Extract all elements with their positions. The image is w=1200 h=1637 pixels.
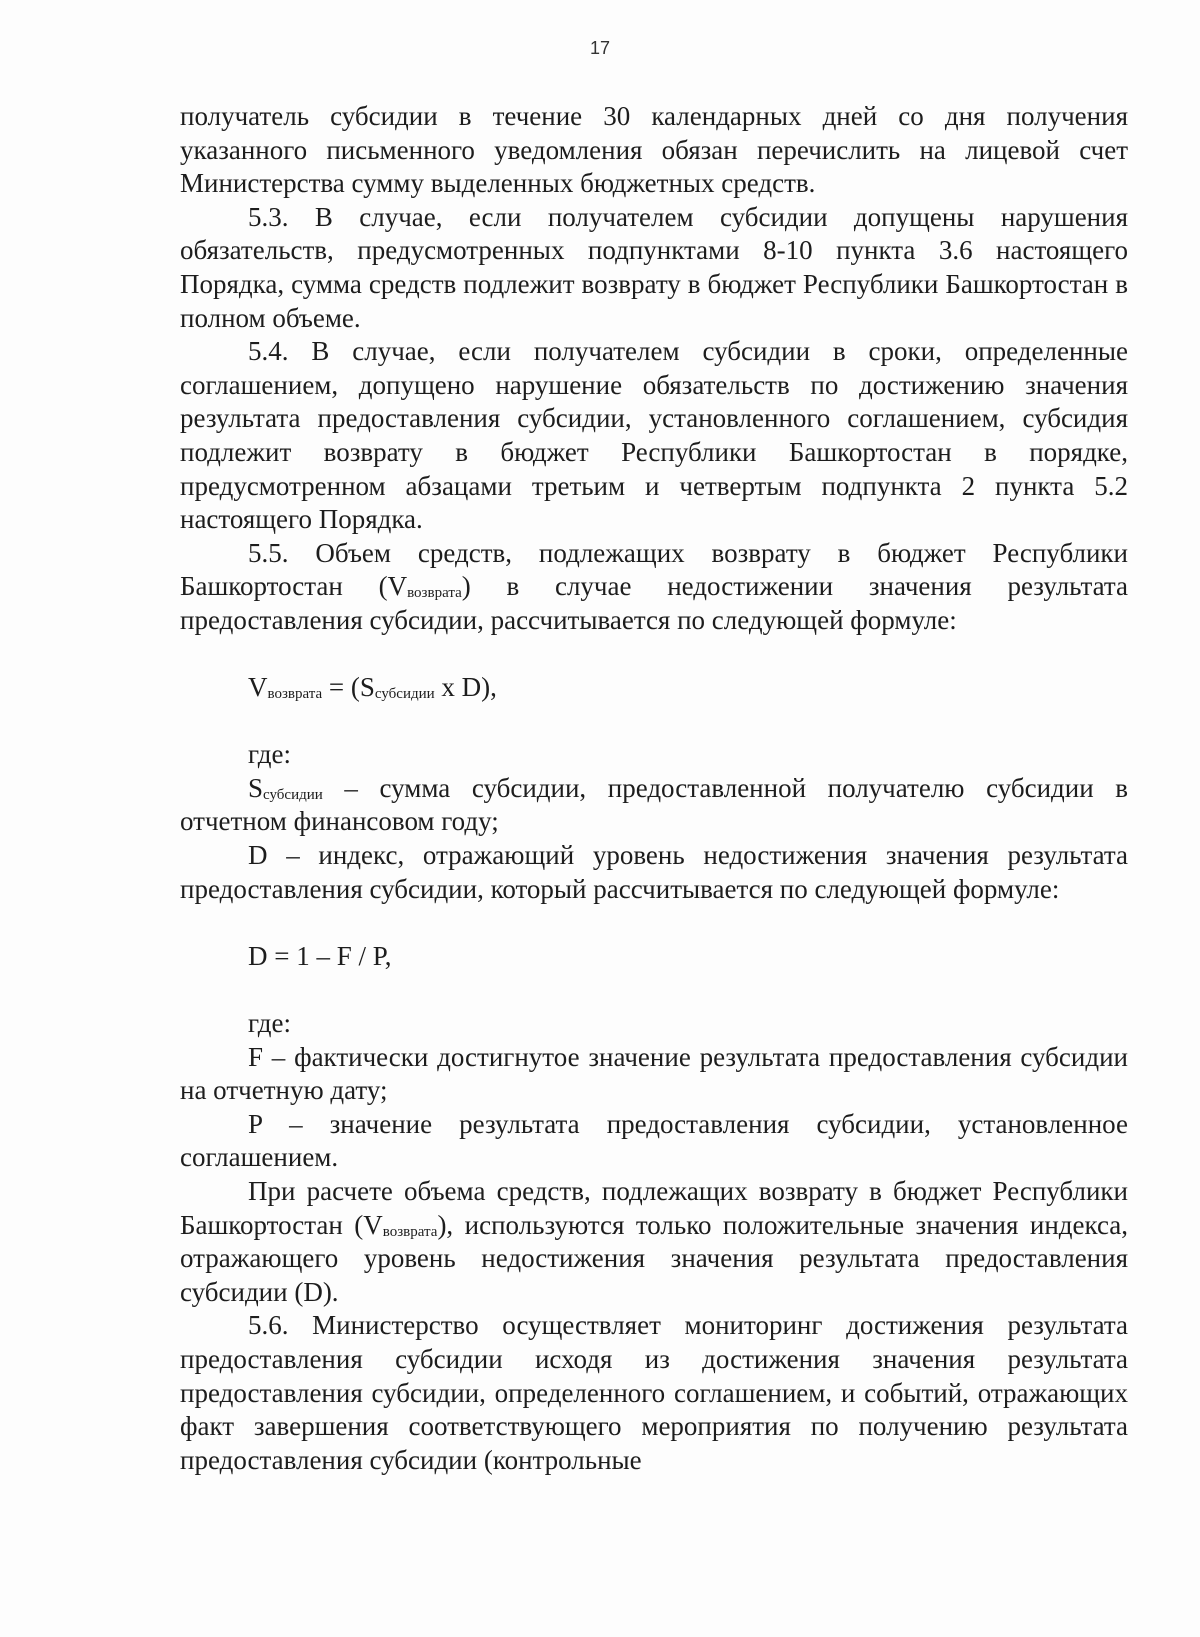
paragraph-calculation	[180, 1175, 1128, 1309]
where-label-1: где:	[248, 739, 291, 770]
spacer	[180, 906, 1128, 940]
paragraph-5-5-part-a: 5.5. Объем средств, подлежащих возврату в бюджет Республики Башкортостан (V	[180, 537, 1128, 602]
definition-s-symbol: S	[248, 772, 264, 803]
definition-s-text: – сумма субсидии, предоставленной получателю субсидии в отчетном финансовом году;	[180, 772, 1128, 837]
formula-d: D = 1 – F / P,	[248, 940, 392, 971]
formula-v: V	[248, 672, 268, 703]
paragraph-calculation-part-b: ), используются только положительные значения индекса, отражающего уровень недостижения значения результата предоставления субсидии (D).	[180, 1209, 1128, 1307]
page-number: 17	[589, 38, 611, 58]
spacer	[180, 705, 1128, 739]
paragraph-5-5-part-b: ) в случае недостижении значения результата предоставления субсидии, рассчитывается по следующей формуле:	[180, 571, 1128, 635]
definition-f: F – фактически достигнутое значение результата предоставления субсидии на отчетную дату;	[180, 1041, 1128, 1106]
definition-p: P – значение результата предоставления субсидии, установленное соглашением.	[180, 1108, 1128, 1173]
subscript-vozvrata: возврата	[407, 585, 462, 602]
formula-v-return	[180, 671, 1128, 705]
definition-s-sub: субсидии	[263, 786, 323, 803]
where-label-2: где:	[248, 1008, 291, 1039]
spacer	[180, 973, 1128, 1007]
paragraph-5-6: 5.6. Министерство осуществляет мониторинг достижения результата предоставления субсидии исходя из достижения значения результата предоставления субсидии, определенного соглашением, и событий, отражающих факт завершения соответствующего мероприятия по получению результата предоставления субсидии (контрольные	[180, 1310, 1128, 1475]
paragraph-calculation-part-a: При расчете объема средств, подлежащих возврату в бюджет Республики Башкортостан (V	[180, 1176, 1128, 1240]
paragraph-5-4: 5.4. В случае, если получателем субсидии в сроки, определенные соглашением, допущено нарушение обязательств по достижению значения результата предоставления субсидии, установленного соглашением, субсидия подлежит возврату в бюджет Республики Башкортостан в порядке, предусмотренном абзацами третьим и четвертым подпункта 2 пункта 5.2 настоящего Порядка.	[180, 336, 1128, 535]
formula-eq: = (S	[322, 672, 375, 703]
paragraph-5-5	[180, 537, 1128, 638]
paragraph-5-3: 5.3. В случае, если получателем субсидии допущены нарушения обязательств, предусмотренных подпунктами 8-10 пункта 3.6 настоящего Порядка, сумма средств подлежит возврату в бюджет Республики Башкортостан в полном объеме.	[180, 201, 1128, 333]
paragraph-continuation: получатель субсидии в течение 30 календарных дней со дня получения указанного письменного уведомления обязан перечислить на лицевой счет Министерства сумму выделенных бюджетных средств.	[180, 101, 1128, 199]
spacer	[180, 638, 1128, 672]
formula-rest: x D),	[434, 672, 497, 703]
definition-s	[180, 772, 1128, 839]
document-body	[180, 100, 1128, 1477]
formula-s-sub: субсидии	[374, 686, 435, 703]
definition-d: D – индекс, отражающий уровень недостижения значения результата предоставления субсидии, который рассчитывается по следующей формуле:	[180, 840, 1128, 904]
formula-v-sub: возврата	[267, 686, 323, 703]
subscript-vozvrata-2: возврата	[382, 1223, 438, 1240]
